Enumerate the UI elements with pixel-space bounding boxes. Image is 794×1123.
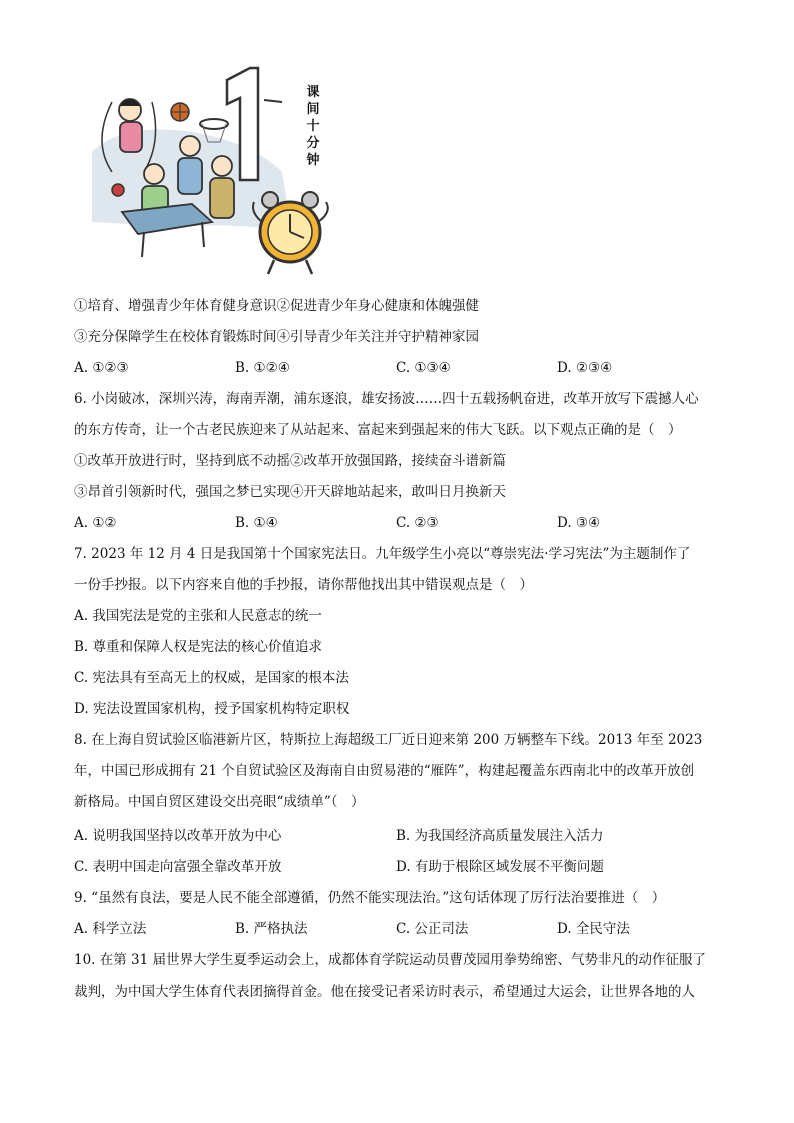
q10-stem-line-1: 10. 在第 31 届世界大学生夏季运动会上，成都体育学院运动员曹茂园用拳势绵密、气势非凡的动作征服了 xyxy=(74,952,707,968)
q5-option-c: C. ①③④ xyxy=(396,360,451,376)
q6-option-d: D. ③④ xyxy=(557,515,601,531)
q9-option-a: A. 科学立法 xyxy=(74,921,147,937)
caption-char: 课 xyxy=(306,85,320,100)
q9-option-c: C. 公正司法 xyxy=(396,921,469,937)
q6-statement-2: ③昂首引领新时代，强国之梦已实现④开天辟地站起来，敢叫日月换新天 xyxy=(74,484,506,500)
q8-option-c: C. 表明中国走向富强全靠改革开放 xyxy=(74,859,282,875)
q7-option-c: C. 宪法具有至高无上的权威，是国家的根本法 xyxy=(74,670,349,686)
q7-stem-line-2: 一份手抄报。以下内容来自他的手抄报，请你帮他找出其中错误观点是（ ） xyxy=(74,577,533,593)
q5-option-a: A. ①②③ xyxy=(74,360,129,376)
recess-cartoon-illustration xyxy=(82,62,342,280)
q5-option-d: D. ②③④ xyxy=(557,360,613,376)
q8-option-a: A. 说明我国坚持以改革开放为中心 xyxy=(74,828,282,844)
q8-option-b: B. 为我国经济高质量发展注入活力 xyxy=(396,828,604,844)
q6-option-a: A. ①② xyxy=(74,515,117,531)
q9-option-d: D. 全民守法 xyxy=(557,921,630,937)
q10-stem-line-2: 裁判，为中国大学生体育代表团摘得首金。他在接受记者采访时表示，希望通过大运会，让世界各地的人 xyxy=(74,984,695,1000)
q9-option-b: B. 严格执法 xyxy=(235,921,308,937)
q5-statement-2: ③充分保障学生在校体育锻炼时间④引导青少年关注并守护精神家园 xyxy=(74,329,479,345)
q8-stem-line-3: 新格局。中国自贸区建设交出亮眼“成绩单”（ ） xyxy=(74,794,365,810)
caption-char: 十 xyxy=(306,119,320,134)
q8-stem-line-1: 8. 在上海自贸试验区临港新片区，特斯拉上海超级工厂近日迎来第 200 万辆整车下线。2013 年至 2023 xyxy=(74,732,703,748)
q7-stem-line-1: 7. 2023 年 12 月 4 日是我国第十个国家宪法日。九年级学生小亮以“尊崇宪法·学习宪法”为主题制作了 xyxy=(74,546,691,562)
q6-option-c: C. ②③ xyxy=(396,515,439,531)
q6-option-b: B. ①④ xyxy=(235,515,278,531)
caption-char: 钟 xyxy=(306,153,320,168)
q6-statement-1: ①改革开放进行时，坚持到底不动摇②改革开放强国路，接续奋斗谱新篇 xyxy=(74,453,506,469)
illustration-caption xyxy=(304,84,322,169)
q5-option-b: B. ①②④ xyxy=(235,360,290,376)
q9-stem-line-1: 9. “虽然有良法，要是人民不能全部遵循，仍然不能实现法治。”这句话体现了厉行法治要推进（ ） xyxy=(74,890,666,906)
q8-option-d: D. 有助于根除区域发展不平衡问题 xyxy=(396,859,604,875)
q5-statement-1: ①培育、增强青少年体育健身意识②促进青少年身心健康和体魄强健 xyxy=(74,298,479,314)
q6-stem-line-1: 6. 小岗破冰，深圳兴涛，海南弄潮，浦东逐浪，雄安扬波……四十五载扬帆奋进，改革开放写下震撼人心 xyxy=(74,391,699,407)
q8-stem-line-2: 年，中国已形成拥有 21 个自贸试验区及海南自由贸易港的“雁阵”，构建起覆盖东西南北中的改革开放创 xyxy=(74,763,695,779)
q7-option-d: D. 宪法设置国家机构，授予国家机构特定职权 xyxy=(74,701,350,717)
q7-option-a: A. 我国宪法是党的主张和人民意志的统一 xyxy=(74,608,322,624)
caption-char: 间 xyxy=(306,102,320,117)
caption-char: 分 xyxy=(306,136,320,151)
q6-stem-line-2: 的东方传奇，让一个古老民族迎来了从站起来、富起来到强起来的伟大飞跃。以下观点正确的是（ ） xyxy=(74,422,682,438)
q7-option-b: B. 尊重和保障人权是宪法的核心价值追求 xyxy=(74,639,323,655)
